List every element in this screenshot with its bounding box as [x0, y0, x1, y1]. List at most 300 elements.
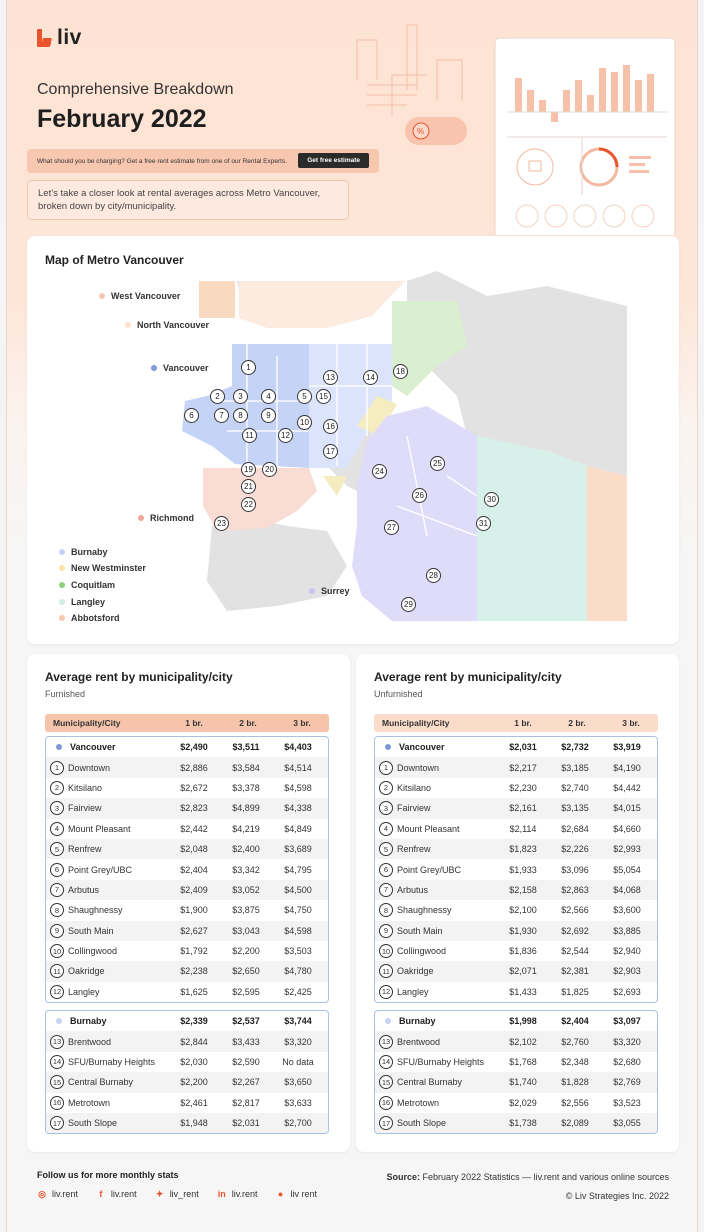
row-name: South Slope: [68, 1118, 118, 1129]
row-number: 7: [50, 883, 64, 897]
row-value: $3,320: [613, 1036, 641, 1047]
group-value: $3,919: [613, 742, 641, 753]
row-name: Kitsilano: [397, 782, 432, 793]
row-name: Point Grey/UBC: [397, 864, 462, 875]
row-number: 9: [379, 924, 393, 938]
row-name: Langley: [68, 986, 100, 997]
map-marker-14: 14: [363, 370, 378, 385]
group-value: $3,744: [284, 1016, 312, 1027]
row-name: South Slope: [397, 1118, 447, 1129]
report-subtitle: Comprehensive Breakdown: [37, 81, 234, 98]
row-number: 1: [50, 761, 64, 775]
row-value: $3,052: [232, 884, 260, 895]
row-name: Collingwood: [397, 946, 447, 957]
row-name: Brentwood: [397, 1036, 441, 1047]
row-value: $2,760: [561, 1036, 589, 1047]
burnaby-group: [374, 1010, 658, 1134]
row-value: $3,185: [561, 762, 589, 773]
row-name: Metrotown: [397, 1097, 440, 1108]
unfurnished-rent-table-card: [356, 654, 679, 1152]
table-row: [46, 1052, 328, 1072]
col-header-3br: 3 br.: [293, 718, 311, 728]
row-number: 11: [379, 964, 393, 978]
row-value: $3,433: [232, 1036, 260, 1047]
row-value: $2,903: [613, 966, 641, 977]
row-value: $2,823: [180, 803, 208, 814]
row-value: $1,823: [509, 844, 537, 855]
row-number: 6: [379, 863, 393, 877]
row-number: 2: [50, 781, 64, 795]
map-title: Map of Metro Vancouver: [45, 253, 184, 267]
group-value: $4,403: [284, 742, 312, 753]
map-marker-15: 15: [316, 389, 331, 404]
table-row: [375, 778, 657, 798]
row-value: No data: [282, 1056, 314, 1067]
linkedin-icon: in: [217, 1189, 226, 1199]
group-value: $3,097: [613, 1016, 641, 1027]
row-value: $3,320: [284, 1036, 312, 1047]
row-value: $1,740: [509, 1077, 537, 1088]
row-name: Metrotown: [68, 1097, 111, 1108]
row-value: $4,500: [284, 884, 312, 895]
row-value: $3,378: [232, 782, 260, 793]
group-dot: [56, 744, 62, 750]
row-value: $2,031: [232, 1118, 260, 1129]
row-number: 15: [50, 1075, 64, 1089]
col-header-2br: 2 br.: [239, 718, 257, 728]
group-dot: [385, 744, 391, 750]
row-value: $2,590: [232, 1056, 260, 1067]
row-value: $2,161: [509, 803, 537, 814]
row-number: 3: [50, 801, 64, 815]
row-value: $1,625: [180, 986, 208, 997]
row-value: $4,849: [284, 823, 312, 834]
row-value: $2,684: [561, 823, 589, 834]
label-surrey: Surrey: [309, 586, 350, 596]
get-free-estimate-button[interactable]: Get free estimate: [298, 153, 369, 168]
row-value: $3,503: [284, 946, 312, 957]
row-name: Oakridge: [68, 966, 105, 977]
row-number: 17: [50, 1116, 64, 1130]
map-marker-29: 29: [401, 597, 416, 612]
map-marker-13: 13: [323, 370, 338, 385]
row-value: $1,433: [509, 986, 537, 997]
row-value: $2,404: [180, 864, 208, 875]
rent-estimate-text: What should you be charging? Get a free rent estimate from one of our Rental Experts.: [37, 157, 288, 165]
row-value: $2,238: [180, 966, 208, 977]
row-value: $1,933: [509, 864, 537, 875]
map-marker-2: 2: [210, 389, 225, 404]
col-header-3br: 3 br.: [622, 718, 640, 728]
row-name: Brentwood: [68, 1036, 112, 1047]
table-row: [375, 839, 657, 859]
row-number: 14: [50, 1055, 64, 1069]
map-marker-5: 5: [297, 389, 312, 404]
map-region-langley: [477, 436, 587, 621]
vancouver-group: [45, 736, 329, 1003]
map-marker-4: 4: [261, 389, 276, 404]
table-row: [375, 1031, 657, 1051]
row-name: Downtown: [68, 762, 111, 773]
table-row: [46, 798, 328, 818]
map-region-north-vancouver: [239, 281, 405, 328]
legend-coquitlam: Coquitlam: [59, 580, 115, 590]
table-row: [46, 819, 328, 839]
table-row: [46, 859, 328, 879]
row-value: $1,948: [180, 1118, 208, 1129]
svg-text:%: %: [417, 127, 425, 136]
row-value: $2,627: [180, 925, 208, 936]
row-value: $4,514: [284, 762, 312, 773]
row-value: $4,219: [232, 823, 260, 834]
instagram-icon: ◎: [38, 1188, 46, 1199]
row-value: $3,875: [232, 905, 260, 916]
col-header-1br: 1 br.: [185, 718, 203, 728]
row-value: $1,900: [180, 905, 208, 916]
group-summary-row: [46, 737, 328, 757]
map-marker-22: 22: [241, 497, 256, 512]
row-number: 9: [50, 924, 64, 938]
row-value: $2,863: [561, 884, 589, 895]
row-number: 6: [50, 863, 64, 877]
group-name: Burnaby: [399, 1016, 436, 1027]
table-row: [375, 921, 657, 941]
table-row: [46, 757, 328, 777]
row-value: $2,029: [509, 1097, 537, 1108]
map-marker-6: 6: [184, 408, 199, 423]
row-value: $1,792: [180, 946, 208, 957]
legend-langley: Langley: [59, 597, 105, 607]
hero-illustration: [337, 20, 697, 235]
table-row: [46, 1093, 328, 1113]
row-value: $2,048: [180, 844, 208, 855]
row-number: 13: [379, 1035, 393, 1049]
map-card: [27, 236, 679, 644]
row-value: $2,940: [613, 946, 641, 957]
row-value: $2,348: [561, 1056, 589, 1067]
table-row: [46, 778, 328, 798]
map-region-west-vancouver: [199, 281, 235, 318]
row-value: $3,043: [232, 925, 260, 936]
footer: [37, 1170, 669, 1210]
row-value: $2,158: [509, 884, 537, 895]
map-marker-3: 3: [233, 389, 248, 404]
row-value: $2,100: [509, 905, 537, 916]
source-note: Source: February 2022 Statistics — liv.rent and various online sources: [386, 1172, 669, 1182]
row-number: 4: [379, 822, 393, 836]
table-row: [375, 961, 657, 981]
twitter-icon: ✦: [155, 1188, 164, 1199]
table-row: [375, 1052, 657, 1072]
col-header-1br: 1 br.: [514, 718, 532, 728]
row-name: Mount Pleasant: [397, 823, 460, 834]
map-marker-30: 30: [484, 492, 499, 507]
map-marker-12: 12: [278, 428, 293, 443]
row-number: 12: [50, 985, 64, 999]
map-marker-1: 1: [241, 360, 256, 375]
row-value: $2,409: [180, 884, 208, 895]
row-value: $2,461: [180, 1097, 208, 1108]
row-number: 8: [50, 903, 64, 917]
row-value: $2,844: [180, 1036, 208, 1047]
group-value: $2,732: [561, 742, 589, 753]
row-value: $2,693: [613, 986, 641, 997]
table-header: [374, 714, 658, 732]
row-value: $4,899: [232, 803, 260, 814]
map-marker-17: 17: [323, 444, 338, 459]
row-name: Central Burnaby: [68, 1077, 134, 1088]
row-name: Arbutus: [68, 884, 100, 895]
table-title: Average rent by municipality/city: [45, 670, 233, 684]
map-marker-21: 21: [241, 479, 256, 494]
row-value: $2,102: [509, 1036, 537, 1047]
row-value: $2,267: [232, 1077, 260, 1088]
row-value: $2,400: [232, 844, 260, 855]
map-marker-28: 28: [426, 568, 441, 583]
social-links: [37, 1189, 317, 1199]
row-value: $3,650: [284, 1077, 312, 1088]
social-link-linkedin[interactable]: in liv.rent: [217, 1189, 258, 1199]
row-value: $4,750: [284, 905, 312, 916]
table-row: [375, 859, 657, 879]
table-row: [46, 1031, 328, 1051]
row-value: $2,650: [232, 966, 260, 977]
row-number: 12: [379, 985, 393, 999]
row-name: Mount Pleasant: [68, 823, 131, 834]
table-row: [375, 757, 657, 777]
map-marker-23: 23: [214, 516, 229, 531]
social-link-instagram[interactable]: ◎ liv.rent: [38, 1188, 78, 1199]
row-number: 11: [50, 964, 64, 978]
map-marker-9: 9: [261, 408, 276, 423]
map-marker-18: 18: [393, 364, 408, 379]
social-link-facebook[interactable]: f liv.rent: [96, 1189, 137, 1199]
row-value: $4,015: [613, 803, 641, 814]
row-value: $2,692: [561, 925, 589, 936]
label-richmond: Richmond: [138, 513, 194, 523]
row-name: Oakridge: [397, 966, 434, 977]
group-value: $3,511: [232, 742, 260, 753]
group-dot: [385, 1018, 391, 1024]
map-region-surrey: [352, 406, 477, 621]
group-value: $2,339: [180, 1016, 208, 1027]
label-west-vancouver: West Vancouver: [99, 291, 180, 301]
legend-new-westminster: New Westminster: [59, 563, 146, 573]
row-number: 14: [379, 1055, 393, 1069]
legend-abbotsford: Abbotsford: [59, 613, 120, 623]
row-value: $2,381: [561, 966, 589, 977]
row-number: 3: [379, 801, 393, 815]
row-value: $3,342: [232, 864, 260, 875]
row-value: $3,135: [561, 803, 589, 814]
map-marker-19: 19: [241, 462, 256, 477]
row-name: Arbutus: [397, 884, 429, 895]
row-name: Kitsilano: [68, 782, 103, 793]
row-name: South Main: [68, 925, 114, 936]
label-vancouver: Vancouver: [151, 363, 209, 373]
row-number: 10: [50, 944, 64, 958]
row-value: $2,672: [180, 782, 208, 793]
row-value: $3,885: [613, 925, 641, 936]
copyright: © Liv Strategies Inc. 2022: [565, 1191, 669, 1201]
group-value: $2,537: [232, 1016, 260, 1027]
row-value: $2,114: [509, 823, 537, 834]
row-name: SFU/Burnaby Heights: [68, 1056, 156, 1067]
row-value: $4,190: [613, 762, 641, 773]
row-value: $2,200: [180, 1077, 208, 1088]
row-name: Shaughnessy: [397, 905, 452, 916]
row-value: $2,226: [561, 844, 589, 855]
group-summary-row: [46, 1011, 328, 1031]
row-value: $3,096: [561, 864, 589, 875]
table-row: [375, 798, 657, 818]
group-value: $2,490: [180, 742, 208, 753]
map-marker-20: 20: [262, 462, 277, 477]
row-number: 16: [50, 1096, 64, 1110]
row-value: $2,680: [613, 1056, 641, 1067]
map-marker-31: 31: [476, 516, 491, 531]
table-row: [46, 900, 328, 920]
row-value: $3,633: [284, 1097, 312, 1108]
liv-logo[interactable]: [37, 26, 82, 50]
row-value: $2,700: [284, 1118, 312, 1129]
group-name: Burnaby: [70, 1016, 107, 1027]
vancouver-group: [374, 736, 658, 1003]
table-row: [46, 921, 328, 941]
row-value: $2,544: [561, 946, 589, 957]
row-value: $2,595: [232, 986, 260, 997]
row-value: $3,523: [613, 1097, 641, 1108]
row-number: 1: [379, 761, 393, 775]
map-region-abbotsford: [587, 466, 627, 621]
row-value: $2,071: [509, 966, 537, 977]
table-row: [46, 961, 328, 981]
table-row: [46, 1072, 328, 1092]
col-header-2br: 2 br.: [568, 718, 586, 728]
row-value: $4,338: [284, 803, 312, 814]
row-number: 10: [379, 944, 393, 958]
table-row: [46, 839, 328, 859]
group-name: Vancouver: [70, 742, 116, 753]
table-row: [375, 1093, 657, 1113]
row-value: $1,930: [509, 925, 537, 936]
row-value: $4,598: [284, 925, 312, 936]
row-number: 17: [379, 1116, 393, 1130]
table-row: [375, 982, 657, 1002]
row-value: $2,886: [180, 762, 208, 773]
row-value: $2,089: [561, 1118, 589, 1129]
table-header: [45, 714, 329, 732]
row-name: Langley: [397, 986, 429, 997]
row-value: $2,817: [232, 1097, 260, 1108]
row-name: Fairview: [68, 803, 102, 814]
row-value: $2,993: [613, 844, 641, 855]
map-region-new-westminster-2: [323, 476, 347, 496]
row-value: $2,200: [232, 946, 260, 957]
group-dot: [56, 1018, 62, 1024]
follow-us-text: Follow us for more monthly stats: [37, 1170, 179, 1180]
map-marker-24: 24: [372, 464, 387, 479]
map-marker-27: 27: [384, 520, 399, 535]
table-row: [46, 941, 328, 961]
row-value: $1,825: [561, 986, 589, 997]
row-number: 2: [379, 781, 393, 795]
row-number: 15: [379, 1075, 393, 1089]
table-row: [375, 941, 657, 961]
row-value: $2,230: [509, 782, 537, 793]
group-value: $2,031: [509, 742, 537, 753]
group-value: $2,404: [561, 1016, 589, 1027]
group-summary-row: [375, 1011, 657, 1031]
row-value: $2,425: [284, 986, 312, 997]
row-name: Point Grey/UBC: [68, 864, 133, 875]
row-value: $2,566: [561, 905, 589, 916]
row-number: 4: [50, 822, 64, 836]
map-marker-7: 7: [214, 408, 229, 423]
row-name: Fairview: [397, 803, 431, 814]
row-value: $3,055: [613, 1118, 641, 1129]
group-value: $1,998: [509, 1016, 537, 1027]
brand-name: liv: [57, 26, 82, 49]
table-row: [375, 1113, 657, 1133]
table-subtitle: Unfurnished: [374, 689, 423, 699]
row-value: $1,828: [561, 1077, 589, 1088]
row-number: 5: [379, 842, 393, 856]
table-row: [46, 880, 328, 900]
table-row: [46, 982, 328, 1002]
row-value: $4,598: [284, 782, 312, 793]
row-value: $2,740: [561, 782, 589, 793]
row-number: 5: [50, 842, 64, 856]
row-value: $3,584: [232, 762, 260, 773]
table-row: [375, 819, 657, 839]
legend-burnaby: Burnaby: [59, 547, 108, 557]
label-north-vancouver: North Vancouver: [125, 320, 209, 330]
row-value: $2,442: [180, 823, 208, 834]
row-value: $2,030: [180, 1056, 208, 1067]
report-title: February 2022: [37, 105, 207, 133]
table-title: Average rent by municipality/city: [374, 670, 562, 684]
row-name: Renfrew: [68, 844, 102, 855]
row-number: 7: [379, 883, 393, 897]
map-marker-10: 10: [297, 415, 312, 430]
group-summary-row: [375, 737, 657, 757]
row-name: Renfrew: [397, 844, 431, 855]
map-marker-26: 26: [412, 488, 427, 503]
row-name: Central Burnaby: [397, 1077, 463, 1088]
row-value: $1,738: [509, 1118, 537, 1129]
facebook-icon: f: [99, 1189, 103, 1199]
row-value: $2,217: [509, 762, 537, 773]
group-name: Vancouver: [399, 742, 445, 753]
wechat-icon: ●: [277, 1189, 284, 1199]
table-row: [375, 1072, 657, 1092]
row-value: $2,556: [561, 1097, 589, 1108]
col-header-municipality: Municipality/City: [382, 718, 450, 728]
row-value: $1,836: [509, 946, 537, 957]
social-link-wechat[interactable]: ● liv rent: [276, 1189, 318, 1199]
row-value: $4,442: [613, 782, 641, 793]
furnished-rent-table-card: [27, 654, 350, 1152]
row-name: Downtown: [397, 762, 440, 773]
row-value: $5,054: [613, 864, 641, 875]
social-link-twitter[interactable]: ✦ liv_rent: [155, 1188, 199, 1199]
col-header-municipality: Municipality/City: [53, 718, 121, 728]
table-row: [375, 900, 657, 920]
row-value: $1,768: [509, 1056, 537, 1067]
row-value: $4,660: [613, 823, 641, 834]
row-value: $4,795: [284, 864, 312, 875]
